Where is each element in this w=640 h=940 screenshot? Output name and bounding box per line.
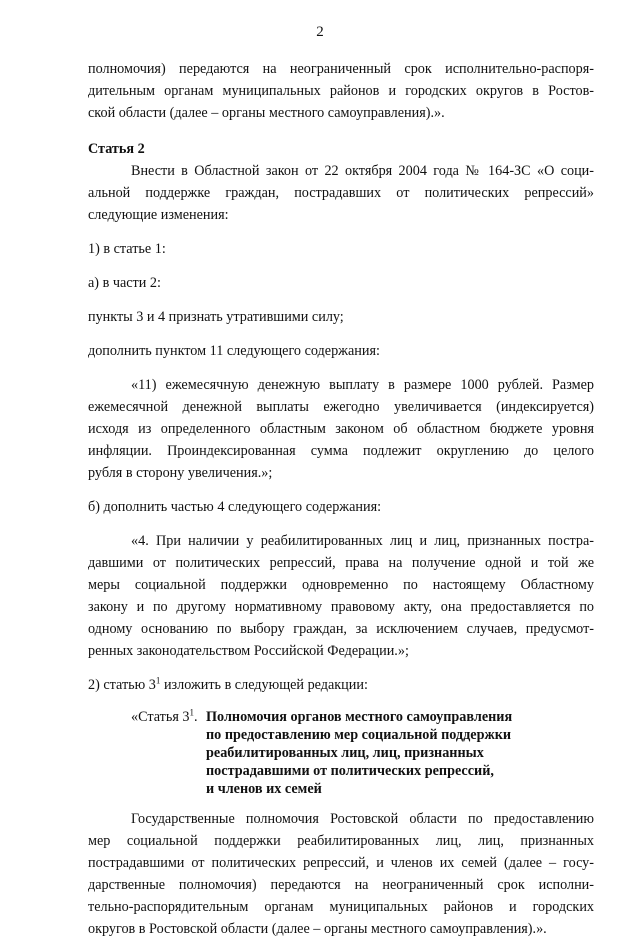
item-1b: б) дополнить частью 4 следующего содержания:: [88, 499, 382, 515]
text-line: «4. При наличии у реабилитированных лиц и лиц, признанных постра-: [131, 533, 594, 549]
paragraph-amendment-intro: [88, 160, 594, 226]
article-3-1-title-line: и членов их семей: [206, 781, 322, 797]
document-body: [88, 58, 594, 940]
article-3-1-title-line: Полномочия органов местного самоуправления: [206, 709, 513, 725]
text-line: давшими от политических репрессий, права на получение одной и той же: [88, 555, 594, 571]
text-line: тельно-распорядительным органам муниципальных районов и городских: [88, 899, 594, 915]
article-3-1-title-line: по предоставлению мер социальной поддержки: [206, 727, 512, 743]
item-2-text: 2) статью 3: [88, 677, 156, 693]
text-line: «11) ежемесячную денежную выплату в размере 1000 рублей. Размер: [131, 377, 594, 393]
article-3-1-label-text: «Статья 3: [131, 709, 190, 725]
article-3-1-heading: [131, 708, 594, 798]
text-line: полномочия) передаются на неограниченный срок исполнительно-распоря-: [88, 61, 594, 77]
paragraph-state-powers: [88, 808, 594, 940]
text-line: округов в Ростовской области (далее – органы местного самоуправления).».: [88, 921, 547, 937]
paragraph-continuation: [88, 58, 594, 124]
text-line: пострадавшими от политических репрессий, и членов их семей (далее – госу-: [88, 855, 594, 871]
item-2-text-rest: изложить в следующей редакции:: [160, 677, 368, 693]
text-line: исходя из определенного областным законом об областном бюджете уровня: [88, 421, 594, 437]
item-1a-add-point: дополнить пунктом 11 следующего содержания:: [88, 343, 380, 359]
text-line: дительным органам муниципальных районов и городских округов в Ростов-: [88, 83, 594, 99]
item-1a-points-void: пункты 3 и 4 признать утратившими силу;: [88, 309, 344, 325]
item-2: [88, 674, 594, 696]
text-line: рубля в сторону увеличения.»;: [88, 465, 273, 481]
article-2-heading: Статья 2: [88, 141, 145, 157]
text-line: ежемесячной денежной выплаты ежегодно увеличивается (индексируется): [88, 399, 594, 415]
article-3-1-label-dot: .: [194, 709, 198, 725]
text-line: мер социальной поддержки реабилитированных лиц, лиц, признанных: [88, 833, 594, 849]
paragraph-part-4: [88, 530, 594, 662]
article-3-1-title-line: пострадавшими от политических репрессий,: [206, 763, 494, 779]
item-1: 1) в статье 1:: [88, 241, 166, 257]
item-2-superscript: 1: [155, 675, 161, 686]
page-number: 2: [316, 24, 324, 40]
text-line: дарственные полномочия) передаются на неограниченный срок исполни-: [88, 877, 594, 893]
text-line: следующие изменения:: [88, 207, 229, 223]
text-line: альной поддержке граждан, пострадавших от политических репрессий»: [88, 185, 594, 201]
text-line: инфляции. Проиндексированная сумма подлежит округлению до целого: [88, 443, 594, 459]
text-line: ренных законодательством Российской Федерации.»;: [88, 643, 409, 659]
article-3-1-superscript: 1: [189, 707, 195, 718]
text-line: одному основанию по выбору граждан, за исключением случаев, предусмот-: [88, 621, 594, 637]
paragraph-point-11: [88, 374, 594, 484]
article-3-1-title-line: реабилитированных лиц, лиц, признанных: [206, 745, 484, 761]
text-line: меры социальной поддержки одновременно по настоящему Областному: [88, 577, 594, 593]
text-line: Внести в Областной закон от 22 октября 2004 года № 164-ЗС «О соци-: [131, 163, 594, 179]
text-line: закону и по другому нормативному правовому акту, она предоставляется по: [88, 599, 594, 615]
article-3-1-label: [131, 708, 198, 726]
text-line: Государственные полномочия Ростовской области по предоставлению: [131, 811, 594, 827]
item-1a: а) в части 2:: [88, 275, 161, 291]
text-line: ской области (далее – органы местного самоуправления).».: [88, 105, 445, 121]
